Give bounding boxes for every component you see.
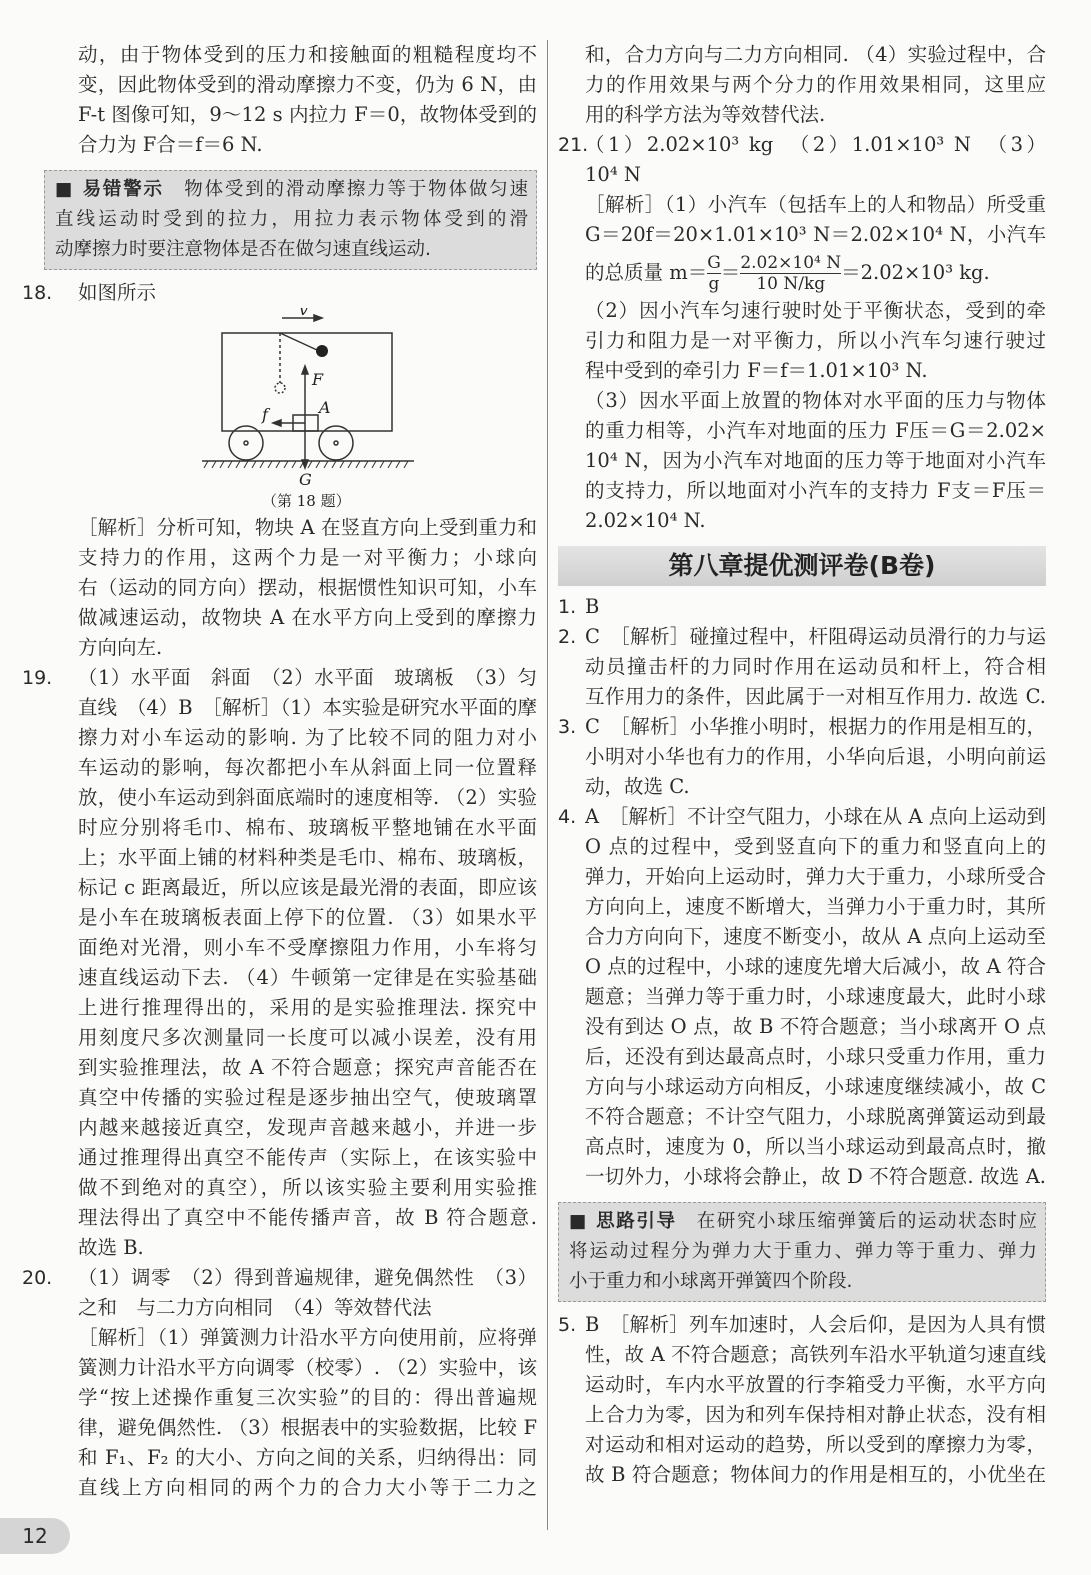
text-line [558, 1162, 1046, 1192]
text-line [569, 1237, 1037, 1267]
text-line [22, 633, 537, 663]
tip-box [558, 1202, 1046, 1302]
line-text: 直线上方向相同的两个力的合力大小等于二力之 [78, 1476, 537, 1499]
line-text: 合力方向向下，速度不断变小，故从 A 点向上运动至 [585, 925, 1046, 948]
text-line [558, 70, 1046, 100]
text-line [22, 1383, 537, 1413]
item-number: 2. [558, 626, 577, 648]
text-line [22, 843, 537, 873]
text-line [558, 446, 1046, 476]
text-line [22, 963, 537, 993]
text-line [22, 993, 537, 1023]
line-text: 做减速运动，故物块 A 在水平方向上受到的摩擦力 [78, 606, 537, 629]
text-line [22, 278, 537, 308]
line-text: G＝20f＝20×1.01×10³ N＝2.02×10⁴ N，小汽车 [585, 223, 1046, 246]
text-line [22, 1113, 537, 1143]
line-text: 车运动的影响，每次都把小车从斜面上同一位置释 [78, 756, 537, 779]
line-text: （1）调零 （2）得到普遍规律，避免偶然性 （3） [78, 1266, 537, 1289]
text-line [22, 783, 537, 813]
line-text: （1）2.02×10³ kg （2）1.01×10³ N （3） [585, 133, 1046, 156]
text-line [22, 1263, 537, 1293]
text-line [558, 326, 1046, 356]
line-text: 用刻度尺多次测量同一长度可以减小误差，没有用 [78, 1026, 537, 1049]
line-text: 故选 B. [78, 1236, 144, 1259]
text-line [558, 862, 1046, 892]
line-text: 运动时，车内水平放置的行李箱受力平衡，水平方向 [585, 1373, 1046, 1396]
line-text: 内越来越接近真空，发现声音越来越小，并进一步 [78, 1116, 537, 1139]
line-text: 方向与小球运动方向相反，小球速度继续减小，故 C [585, 1075, 1046, 1098]
text-line [22, 1173, 537, 1203]
line-text: 簧测力计沿水平方向调零（校零）. （2）实验中，该 [78, 1356, 537, 1379]
line-text: 如图所示 [78, 281, 157, 304]
line-text: 弹力，开始向上运动时，弹力大于重力，小球所受合 [585, 865, 1046, 888]
figure-18 [22, 308, 537, 513]
column-divider [547, 40, 548, 1530]
line-text: 互作用力的条件，因此属于一对相互作用力. 故选 C. [585, 685, 1046, 708]
line-text: ［解析］（1）小汽车（包括车上的人和物品）所受重 [585, 193, 1046, 216]
text-line [558, 100, 1046, 130]
label-A: A [319, 398, 331, 417]
formula-text: 的总质量 m＝ [585, 261, 708, 284]
line-text: 程中受到的牵引力 F＝f＝1.01×10³ N. [585, 359, 928, 382]
line-text: 题意；当弹力等于重力时，小球速度最大，此时小球 [585, 985, 1046, 1008]
tip-tag: ■ 思路引导 [569, 1211, 677, 1232]
text-line [558, 892, 1046, 922]
text-line [22, 813, 537, 843]
text-line [22, 1473, 537, 1503]
text-line [22, 603, 537, 633]
text-line [55, 205, 528, 235]
line-text: 直线运动时受到的拉力，用拉力表示物体受到的滑 [55, 209, 528, 230]
line-text: 右（运动的同方向）摆动，根据惯性知识可知，小车 [78, 576, 537, 599]
warning-box [44, 170, 537, 270]
item-number: 20. [22, 1267, 53, 1289]
text-line [558, 506, 1046, 536]
text-line [22, 1233, 537, 1263]
label-f: f [262, 405, 268, 424]
line-text: 面绝对光滑，则小车不受摩擦阻力作用，小车将匀 [78, 936, 537, 959]
line-text: 10⁴ N，因为小汽车对地面的压力等于地面对小汽车 [585, 449, 1046, 472]
text-line [558, 1310, 1046, 1340]
line-text: O 点的过程中，受到竖直向下的重力和竖直向上的 [585, 835, 1046, 858]
left-column [22, 40, 537, 1503]
text-line [558, 130, 1046, 160]
text-line [558, 622, 1046, 652]
text-line [558, 356, 1046, 386]
line-text: 2.02×10⁴ N. [585, 509, 706, 532]
item-number: 1. [558, 596, 577, 618]
line-text: 上合力为零，因为和列车保持相对静止状态，没有相 [585, 1403, 1046, 1426]
cart-diagram [22, 308, 537, 513]
text-line [22, 1083, 537, 1113]
line-text: 故 B 符合题意；物体间力的作用是相互的，小优坐在 [585, 1463, 1046, 1486]
line-text: 上；水平面上铺的材料种类是毛巾、棉布、玻璃板， [78, 846, 537, 869]
line-text: 性，故 A 不符合题意；高铁列车沿水平轨道匀速直线 [585, 1343, 1046, 1366]
mass-formula-line [558, 250, 1046, 296]
line-text: 不符合题意；不计空气阻力，小球脱离弹簧运动到最 [585, 1105, 1046, 1128]
text-line [22, 933, 537, 963]
line-text: 引力和阻力是一对平衡力，所以小汽车匀速行驶过 [585, 329, 1046, 352]
text-line [22, 1023, 537, 1053]
line-text: 一切外力，小球将会静止，故 D 不符合题意. 故选 A. [585, 1165, 1046, 1188]
text-line [22, 1413, 537, 1443]
line-text: 时应分别将毛巾、棉布、玻璃板平整地铺在水平面 [78, 816, 537, 839]
line-text: 动摩擦力时要注意物体是否在做匀速直线运动. [55, 239, 431, 260]
line-text: B [585, 595, 600, 618]
text-line [558, 190, 1046, 220]
fraction-values: $\frac{\text{2.02×10⁴ N}}{10 N/kg}$ [740, 253, 842, 294]
text-line [22, 1143, 537, 1173]
line-text: 合力为 F合＝f＝6 N. [78, 133, 263, 156]
line-text: 将运动过程分为弹力大于重力、弹力等于重力、弹力 [569, 1241, 1037, 1262]
formula-text: ＝ [720, 261, 741, 284]
line-text: （3）因水平面上放置的物体对水平面的压力与物体 [585, 389, 1046, 412]
line-text: 力的作用效果与两个分力的作用效果相同，这里应 [585, 73, 1046, 96]
line-text: 对运动和相对运动的趋势，所以受到的摩擦力为零， [585, 1433, 1046, 1456]
text-line [558, 220, 1046, 250]
line-text: 和，合力方向与二力方向相同. （4）实验过程中，合 [585, 43, 1046, 66]
pendulum-ball [316, 345, 328, 357]
text-line [22, 543, 537, 573]
line-text: （2）因小汽车匀速行驶时处于平衡状态，受到的牵 [585, 299, 1046, 322]
text-line [55, 235, 528, 265]
line-text: 放，使小车运动到斜面底端时的速度相等. （2）实验 [78, 786, 537, 809]
label-v: v [299, 308, 309, 319]
item-number: 19. [22, 667, 53, 689]
figure-caption: （第 18 题） [262, 492, 351, 510]
right-column [558, 40, 1046, 1490]
text-line [558, 742, 1046, 772]
text-line [22, 40, 537, 70]
label-G: G [299, 470, 312, 489]
line-text: 到实验推理法，故 A 不符合题意；探究声音能否在 [78, 1056, 537, 1079]
text-line [558, 1430, 1046, 1460]
text-line [558, 652, 1046, 682]
label-F: F [312, 370, 324, 389]
line-text: （1）水平面 斜面 （2）水平面 玻璃板 （3）匀 [78, 666, 537, 689]
text-line [558, 1400, 1046, 1430]
text-line [22, 873, 537, 903]
line-text: 直线 （4）B ［解析］（1）本实验是研究水平面的摩 [78, 696, 537, 719]
text-line [558, 1340, 1046, 1370]
warning-tag: ■ 易错警示 [55, 179, 164, 200]
text-line [22, 1323, 537, 1353]
text-line [22, 70, 537, 100]
text-line [22, 1443, 537, 1473]
text-line [558, 40, 1046, 70]
text-line [22, 573, 537, 603]
line-text: 动员撞击杆的力同时作用在运动员和杆上，符合相 [585, 655, 1046, 678]
text-line [558, 296, 1046, 326]
line-text: 上进行推理得出的，采用的是实验推理法. 探究中 [78, 996, 537, 1019]
line-text: ［解析］分析可知，物块 A 在竖直方向上受到重力和 [78, 516, 537, 539]
text-line [558, 832, 1046, 862]
line-text: 速直线运动下去. （4）牛顿第一定律是在实验基础 [78, 966, 537, 989]
text-line [558, 1042, 1046, 1072]
line-text: 律，避免偶然性. （3）根据表中的实验数据，比较 F [78, 1416, 537, 1439]
line-text: 之和 与二力方向相同 （4）等效替代法 [78, 1296, 432, 1319]
text-line [558, 1012, 1046, 1042]
line-text: B ［解析］列车加速时，人会后仰，是因为人具有惯 [585, 1313, 1046, 1336]
text-line [22, 130, 537, 160]
text-line [22, 753, 537, 783]
line-text: 理法得出了真空中不能传播声音，故 B 符合题意. [78, 1206, 537, 1229]
line-text: 和 F₁、F₂ 的大小、方向之间的关系，归纳得出：同 [78, 1446, 537, 1469]
line-text: 标记 c 距离最近，所以应该是最光滑的表面，即应该 [78, 876, 537, 899]
text-line [22, 723, 537, 753]
line-text: 通过推理得出真空不能传声（实际上，在该实验中 [78, 1146, 537, 1169]
line-text: A ［解析］不计空气阻力，小球在从 A 点向上运动到 [585, 805, 1046, 828]
line-text: C ［解析］碰撞过程中，杆阻碍运动员滑行的力与运 [585, 625, 1046, 648]
text-line [558, 802, 1046, 832]
text-line [558, 1132, 1046, 1162]
text-line [558, 476, 1046, 506]
text-line [22, 903, 537, 933]
line-text: 变，因此物体受到的滑动摩擦力不变，仍为 6 N，由 [78, 73, 537, 96]
text-line [558, 1460, 1046, 1490]
line-text: 支持力的作用，这两个力是一对平衡力；小球向 [78, 546, 537, 569]
page-number: 12 [0, 1518, 70, 1554]
text-line [569, 1267, 1037, 1297]
text-line [558, 416, 1046, 446]
formula-text: ＝2.02×10³ kg. [841, 261, 990, 284]
text-line [558, 982, 1046, 1012]
line-text: 擦力对小车运动的影响. 为了比较不同的阻力对小 [78, 726, 537, 749]
line-text: 动，故选 C. [585, 775, 690, 798]
line-text: 高点时，速度为 0，所以当小球运动到最高点时，撤 [585, 1135, 1046, 1158]
text-line [558, 386, 1046, 416]
fraction-G-over-g: $\frac{G}{g}$ [707, 253, 721, 294]
line-text: 是小车在玻璃板表面上停下的位置. （3）如果水平 [78, 906, 537, 929]
text-line [558, 1102, 1046, 1132]
line-text: 10⁴ N [585, 163, 641, 186]
text-line [22, 663, 537, 693]
line-text: F-t 图像可知，9～12 s 内拉力 F＝0，故物体受到的 [78, 103, 537, 126]
line-text: 用的科学方法为等效替代法. [585, 103, 826, 126]
line-text: 的支持力，所以地面对小汽车的支持力 F支＝F压＝ [585, 479, 1046, 502]
text-line [22, 513, 537, 543]
box-line: 在研究小球压缩弹簧后的运动状态时应 [696, 1211, 1037, 1232]
line-text: 学“按上述操作重复三次实验”的目的：得出普遍规 [78, 1386, 537, 1409]
line-text: 真空中传播的实验过程是逐步抽出空气，使玻璃罩 [78, 1086, 537, 1109]
text-line [22, 1053, 537, 1083]
line-text: 方向向左. [78, 636, 163, 659]
item-number: 3. [558, 716, 577, 738]
text-line [558, 772, 1046, 802]
text-line [558, 682, 1046, 712]
text-line [558, 592, 1046, 622]
line-text: C ［解析］小华推小明时，根据力的作用是相互的， [585, 715, 1046, 738]
line-text: O 点的过程中，小球的速度先增大后减小，故 A 符合 [585, 955, 1046, 978]
text-line [558, 160, 1046, 190]
item-number: 4. [558, 806, 577, 828]
section-heading: 第八章提优测评卷(B卷) [558, 546, 1046, 586]
line-text: 动，由于物体受到的压力和接触面的粗糙程度均不 [78, 43, 537, 66]
line-text: 小明对小华也有力的作用，小华向后退，小明向前运 [585, 745, 1046, 768]
text-line [22, 1203, 537, 1233]
item-number: 21. [558, 134, 589, 156]
text-line [558, 922, 1046, 952]
text-line [22, 693, 537, 723]
text-line [22, 1353, 537, 1383]
text-line [558, 712, 1046, 742]
line-text: 没有到达 O 点，故 B 不符合题意；当小球离开 O 点 [585, 1015, 1046, 1038]
text-line [558, 1072, 1046, 1102]
item-number: 18. [22, 282, 53, 304]
answer-continuation [22, 40, 537, 160]
line-text: ［解析］（1）弹簧测力计沿水平方向使用前，应将弹 [78, 1326, 537, 1349]
text-line [22, 1293, 537, 1323]
item-number: 5. [558, 1314, 577, 1336]
line-text: 后，还没有到达最高点时，小球只受重力作用，重力 [585, 1045, 1046, 1068]
line-text: 做不到绝对的真空），所以该实验主要利用实验推 [78, 1176, 537, 1199]
text-line [22, 100, 537, 130]
line-text: 方向向上，速度不断增大，当弹力小于重力时，其所 [585, 895, 1046, 918]
text-line [558, 1370, 1046, 1400]
box-line: 物体受到的滑动摩擦力等于物体做匀速 [184, 179, 528, 200]
text-line [558, 952, 1046, 982]
line-text: 小于重力和小球离开弹簧四个阶段. [569, 1271, 853, 1292]
line-text: 的重力相等，小汽车对地面的压力 F压＝G＝2.02× [585, 419, 1046, 442]
